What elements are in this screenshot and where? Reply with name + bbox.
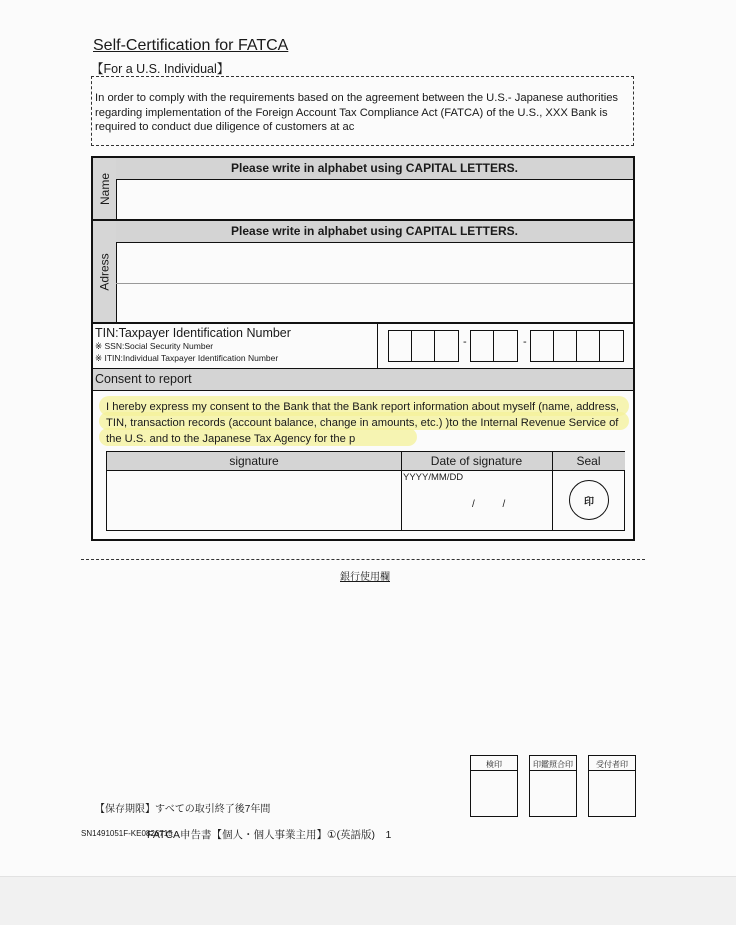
- signature-field[interactable]: [107, 471, 400, 531]
- page-bottom-edge: [0, 876, 736, 925]
- tin-digit-box[interactable]: [494, 331, 517, 361]
- name-label: Name: [97, 172, 112, 205]
- consent-line-2: TIN, transaction records (account balance, change in amounts, etc.) )to the Internal Revenue Service of: [106, 417, 619, 429]
- tin-digit-box[interactable]: [600, 331, 623, 361]
- tin-title: TIN:Taxpayer Identification Number: [95, 326, 291, 340]
- seal-circle[interactable]: [569, 480, 609, 520]
- retention-period: 【保存期限】すべての取引終了後7年間: [95, 804, 271, 815]
- address-label-cell: [93, 221, 117, 322]
- address-instruction: Please write in alphabet using CAPITAL LETTERS.: [116, 221, 633, 243]
- consent-line-1: I hereby express my consent to the Bank that the Bank report information about myself (name, address,: [106, 401, 620, 413]
- fatca-form: [91, 156, 635, 541]
- tin-note-ssn: ※ SSN:Social Security Number: [95, 341, 214, 351]
- stamp-box-2: [529, 755, 577, 817]
- tin-group-1[interactable]: [388, 330, 459, 362]
- signature-header: signature: [107, 452, 401, 471]
- tin-group-2[interactable]: [470, 330, 518, 362]
- tin-note-itin: ※ ITIN:Individual Taxpayer Identification Number: [95, 353, 279, 363]
- address-label: Adress: [97, 252, 112, 291]
- name-input-area[interactable]: [117, 180, 633, 219]
- bank-use-label: 銀行使用欄: [340, 572, 390, 583]
- address-section: [93, 221, 633, 324]
- address-input-area[interactable]: [117, 243, 633, 322]
- tin-digit-box[interactable]: [435, 331, 458, 361]
- tin-divider: [377, 324, 378, 368]
- sig-col-divider-2: [552, 452, 553, 530]
- name-section: [93, 158, 633, 221]
- tin-digit-box[interactable]: [531, 331, 554, 361]
- consent-header: Consent to report: [93, 369, 633, 391]
- stamp-label-1: 検印: [486, 760, 502, 769]
- tin-dash-1: -: [463, 336, 467, 348]
- name-instruction: Please write in alphabet using CAPITAL LETTERS.: [116, 158, 633, 180]
- signature-table: [106, 451, 625, 531]
- intro-box: [91, 76, 634, 146]
- footer-form-title: FATCA申告書【個人・個人事業主用】①(英語版) 1: [147, 829, 392, 841]
- document-subtitle: 【For a U.S. Individual】: [91, 62, 230, 76]
- seal-header: Seal: [552, 452, 625, 471]
- date-slashes: / /: [472, 499, 506, 510]
- tin-digit-box[interactable]: [577, 331, 600, 361]
- footer-code: SN1491051F-KE0826715: [81, 829, 173, 838]
- date-header: Date of signature: [401, 452, 552, 471]
- tin-group-3[interactable]: [530, 330, 624, 362]
- stamp-label-3: 受付者印: [596, 760, 628, 769]
- consent-line-3: the U.S. and to the Japanese Tax Agency for the p: [106, 433, 356, 445]
- intro-line-1: In order to comply with the requirements based on the agreement between the U.S.- Japanese authorities: [95, 92, 619, 104]
- intro-line-3: required to conduct due diligence of customers at ac: [95, 121, 355, 133]
- stamp-box-1: [470, 755, 518, 817]
- seal-mark: 印: [584, 496, 594, 508]
- intro-line-2: regarding implementation of the Foreign Account Tax Compliance Act (FATCA) of the U.S., XXX Bank is: [95, 106, 608, 119]
- tin-digit-box[interactable]: [554, 331, 577, 361]
- tin-digit-box[interactable]: [412, 331, 435, 361]
- tin-digit-box[interactable]: [389, 331, 412, 361]
- tin-section: [93, 324, 633, 369]
- stamp-label-2: 印鑑照合印: [533, 760, 573, 769]
- tin-digit-box[interactable]: [471, 331, 494, 361]
- sig-col-divider-1: [401, 452, 402, 530]
- name-label-cell: [93, 158, 117, 219]
- document-title: Self-Certification for FATCA: [93, 37, 289, 54]
- tin-dash-2: -: [523, 336, 527, 348]
- bank-use-separator: [81, 559, 645, 560]
- date-field[interactable]: [403, 486, 551, 530]
- date-format: YYYY/MM/DD: [403, 472, 464, 483]
- consent-text: [106, 399, 626, 447]
- tin-label: [95, 326, 291, 364]
- stamp-box-3: [588, 755, 636, 817]
